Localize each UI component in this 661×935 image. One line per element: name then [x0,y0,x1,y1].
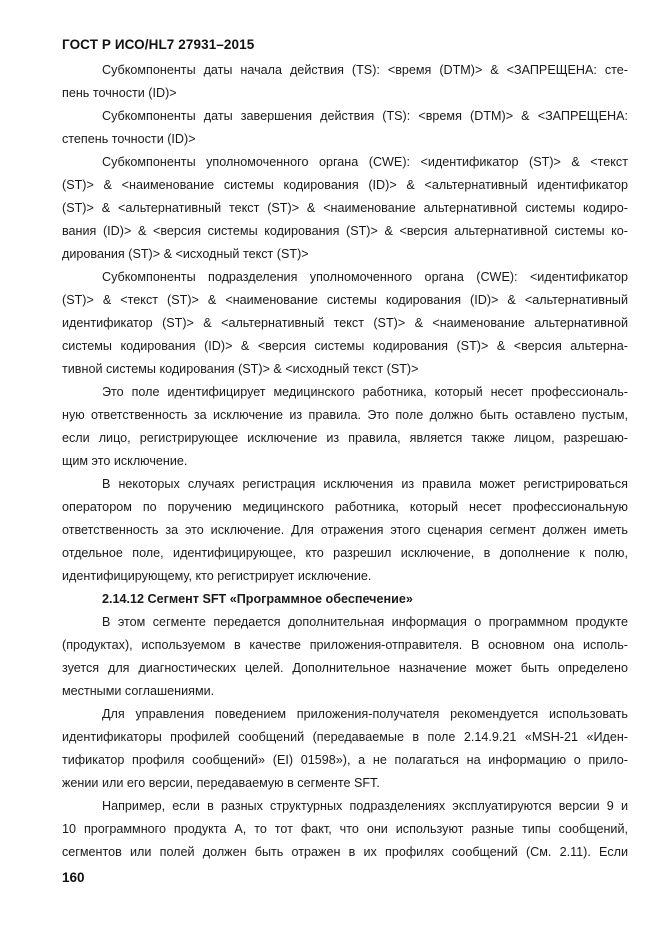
text-line: 10 программного продукта А, то тот факт, что они используют разные типы сообщений, [62,822,628,836]
text-line: (ST)> & <наименование системы кодирования (ID)> & <альтернативный идентификатор [62,178,628,192]
text-line: пень точности (ID)> [62,86,177,100]
text-line: щим это исключение. [62,454,188,468]
document-body [62,59,628,864]
text-line: сегментов или полей должен быть отражен в их профилях сообщений (См. 2.11). Если [62,845,628,859]
section-heading: 2.14.12 Сегмент SFT «Программное обеспечение» [102,592,413,606]
text-line: местными соглашениями. [62,684,215,698]
text-line: (ST)> & <альтернативный текст (ST)> & <наименование альтернативной системы кодиро- [62,201,628,215]
text-line: Для управления поведением приложения-получателя рекомендуется использовать [102,707,628,721]
text-line: тивной системы кодирования (ST)> & <исходный текст (ST)> [62,362,419,376]
text-line: Это поле идентифицирует медицинского работника, который несет профессиональ- [102,385,628,399]
text-line: В этом сегменте передается дополнительная информация о программном продукте [102,615,628,629]
text-line: идентификаторы профилей сообщений (передаваемые в поле 2.14.9.21 «MSH-21 «Иден- [62,730,628,744]
page-number: 160 [62,870,85,885]
text-line: Субкомпоненты подразделения уполномоченного органа (CWE): <идентификатор [102,270,628,284]
text-line: вания (ID)> & <версия системы кодирования (ST)> & <версия альтернативной системы ко- [62,224,628,238]
text-line: жении или его версии, передаваемую в сегменте SFT. [62,776,380,790]
text-line: зуется для диагностических целей. Дополнительное назначение может быть определено [62,661,628,675]
text-line: идентификатор (ST)> & <альтернативный текст (ST)> & <наименование альтернативной [62,316,628,330]
text-line: Субкомпоненты даты завершения действия (TS): <время (DTM)> & <ЗАПРЕЩЕНА: [102,109,628,123]
text-line: тификатор профиля сообщений» (EI) 01598»), а не полагаться на информацию о прило- [62,753,628,767]
text-line: В некоторых случаях регистрация исключения из правила может регистрироваться [102,477,628,491]
text-line: отдельное поле, идентифицирующее, кто разрешил исключение, в дополнение к полю, [62,546,628,560]
text-line: ную ответственность за исключение из правила. Это поле должно быть оставлено пустым, [62,408,628,422]
text-line: степень точности (ID)> [62,132,196,146]
text-line: если лицо, регистрирующее исключение из правила, является также лицом, разрешаю- [62,431,628,445]
text-line: Субкомпоненты уполномоченного органа (CWE): <идентификатор (ST)> & <текст [102,155,628,169]
text-line: Субкомпоненты даты начала действия (TS): <время (DTM)> & <ЗАПРЕЩЕНА: сте- [102,63,628,77]
text-line: ответственность за это исключение. Для отражения этого сценария сегмент должен иметь [62,523,628,537]
text-line: (продуктах), используемом в качестве приложения-отправителя. В основном она исполь- [62,638,628,652]
text-line: идентифицирующему, кто регистрирует исключение. [62,569,372,583]
text-line: (ST)> & <текст (ST)> & <наименование системы кодирования (ID)> & <альтернативный [62,293,628,307]
text-line: оператором по поручению медицинского работника, который несет профессиональную [62,500,628,514]
text-line: Например, если в разных структурных подразделениях эксплуатируются версии 9 и [102,799,628,813]
text-line: дирования (ST)> & <исходный текст (ST)> [62,247,309,261]
text-line: системы кодирования (ID)> & <версия системы кодирования (ST)> & <версия альтерна- [62,339,628,353]
document-header: ГОСТ Р ИСО/HL7 27931–2015 [62,37,255,52]
